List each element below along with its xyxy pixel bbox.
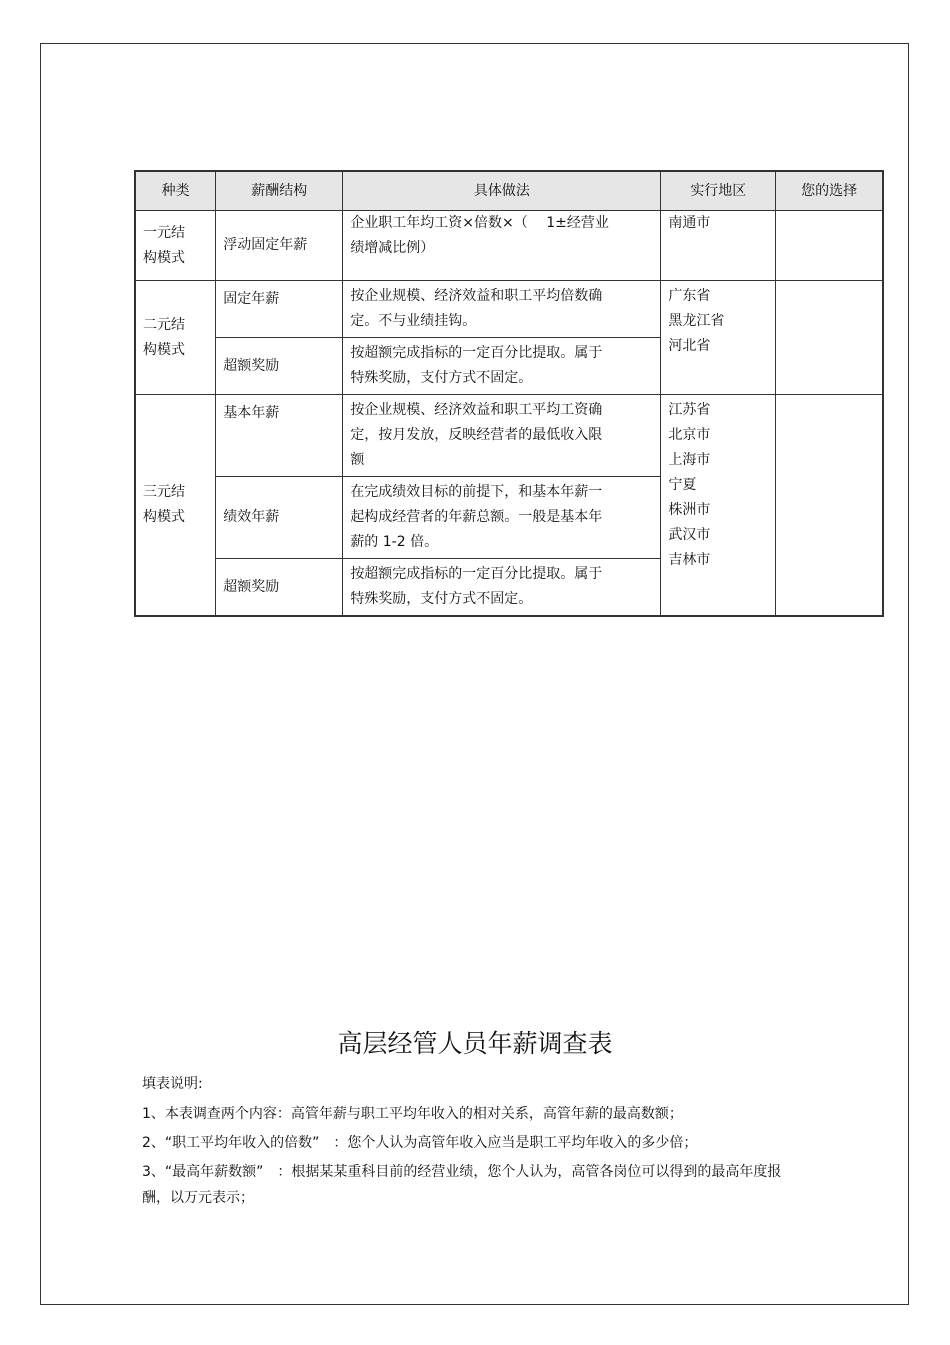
region-item: 河北省	[668, 338, 711, 354]
instructions-heading: 填表说明:	[142, 1076, 203, 1092]
table-row	[135, 395, 883, 477]
structure-cell: 绩效年薪	[216, 477, 343, 559]
method-cell	[343, 211, 661, 281]
method-line: 在完成绩效目标的前提下，和基本年薪一	[350, 484, 603, 500]
region-item: 南通市	[668, 215, 711, 231]
choice-cell[interactable]	[776, 211, 883, 281]
method-line: 定。不与业绩挂钩。	[350, 313, 477, 329]
method-line: 特殊奖励，支付方式不固定。	[350, 370, 533, 386]
kind-text: 三元结	[143, 484, 185, 500]
method-line: 按企业规模、经济效益和职工平均倍数确	[350, 288, 603, 304]
method-line: 起构成经营者的年薪总额。一般是基本年	[350, 509, 603, 525]
method-cell	[343, 281, 661, 338]
region-item: 上海市	[668, 452, 711, 468]
method-line: 额	[350, 452, 365, 468]
region-item: 北京市	[668, 427, 711, 443]
region-item: 武汉市	[668, 527, 711, 543]
structure-cell: 基本年薪	[216, 395, 343, 477]
instruction-item: 1、本表调查两个内容：高管年薪与职工平均年收入的相对关系，高管年薪的最高数额；	[142, 1106, 683, 1122]
header-structure: 薪酬结构	[216, 171, 343, 211]
method-cell	[343, 559, 661, 617]
header-regions: 实行地区	[661, 171, 776, 211]
method-line: 按超额完成指标的一定百分比提取。属于	[350, 566, 603, 582]
method-line: 定，按月发放，反映经营者的最低收入限	[350, 427, 603, 443]
method-cell	[343, 395, 661, 477]
structure-cell: 超额奖励	[216, 338, 343, 395]
region-item: 江苏省	[668, 402, 711, 418]
method-line: 按超额完成指标的一定百分比提取。属于	[350, 345, 603, 361]
kind-text: 构模式	[143, 249, 185, 266]
table-row	[135, 211, 883, 281]
instruction-item: 2、“职工平均年收入的倍数” ：您个人认为高管年收入应当是职工平均年收入的多少倍；	[142, 1135, 698, 1151]
method-line: 特殊奖励，支付方式不固定。	[350, 591, 533, 607]
kind-text: 构模式	[143, 341, 185, 358]
header-method: 具体做法	[343, 171, 661, 211]
method-cell	[343, 477, 661, 559]
instruction-item: 3、“最高年薪数额” ：根据某某重科目前的经营业绩，您个人认为，高管各岗位可以得到的最高年度报酬，以万元表示；	[142, 1164, 782, 1206]
region-item: 黑龙江省	[668, 313, 725, 329]
regions-cell	[661, 211, 776, 281]
region-item: 吉林市	[668, 552, 711, 568]
regions-cell	[661, 281, 776, 395]
choice-cell[interactable]	[776, 395, 883, 617]
header-kind: 种类	[135, 171, 216, 211]
compensation-structure-table	[134, 170, 884, 617]
kind-cell	[135, 395, 216, 617]
structure-cell: 固定年薪	[216, 281, 343, 338]
document-title: 高层经管人员年薪调查表	[337, 1029, 613, 1058]
kind-cell	[135, 211, 216, 281]
method-line: 按企业规模、经济效益和职工平均工资确	[350, 402, 603, 418]
table-header-row	[135, 171, 883, 211]
region-item: 宁夏	[668, 477, 697, 493]
table-row	[135, 281, 883, 338]
method-cell	[343, 338, 661, 395]
kind-text: 构模式	[143, 509, 185, 525]
kind-cell	[135, 281, 216, 395]
regions-cell	[661, 395, 776, 617]
kind-text: 一元结	[143, 224, 185, 241]
structure-cell: 超额奖励	[216, 559, 343, 617]
kind-text: 二元结	[143, 316, 185, 333]
method-line: 绩增减比例）	[350, 240, 435, 256]
region-item: 株洲市	[668, 502, 711, 518]
method-line: 薪的 1-2 倍。	[350, 534, 439, 550]
choice-cell[interactable]	[776, 281, 883, 395]
method-line: 企业职工年均工资×倍数×（ 1±经营业	[350, 215, 609, 231]
region-item: 广东省	[668, 288, 711, 304]
instructions-block	[142, 1071, 782, 1214]
header-choice: 您的选择	[776, 171, 883, 211]
structure-cell: 浮动固定年薪	[216, 211, 343, 281]
